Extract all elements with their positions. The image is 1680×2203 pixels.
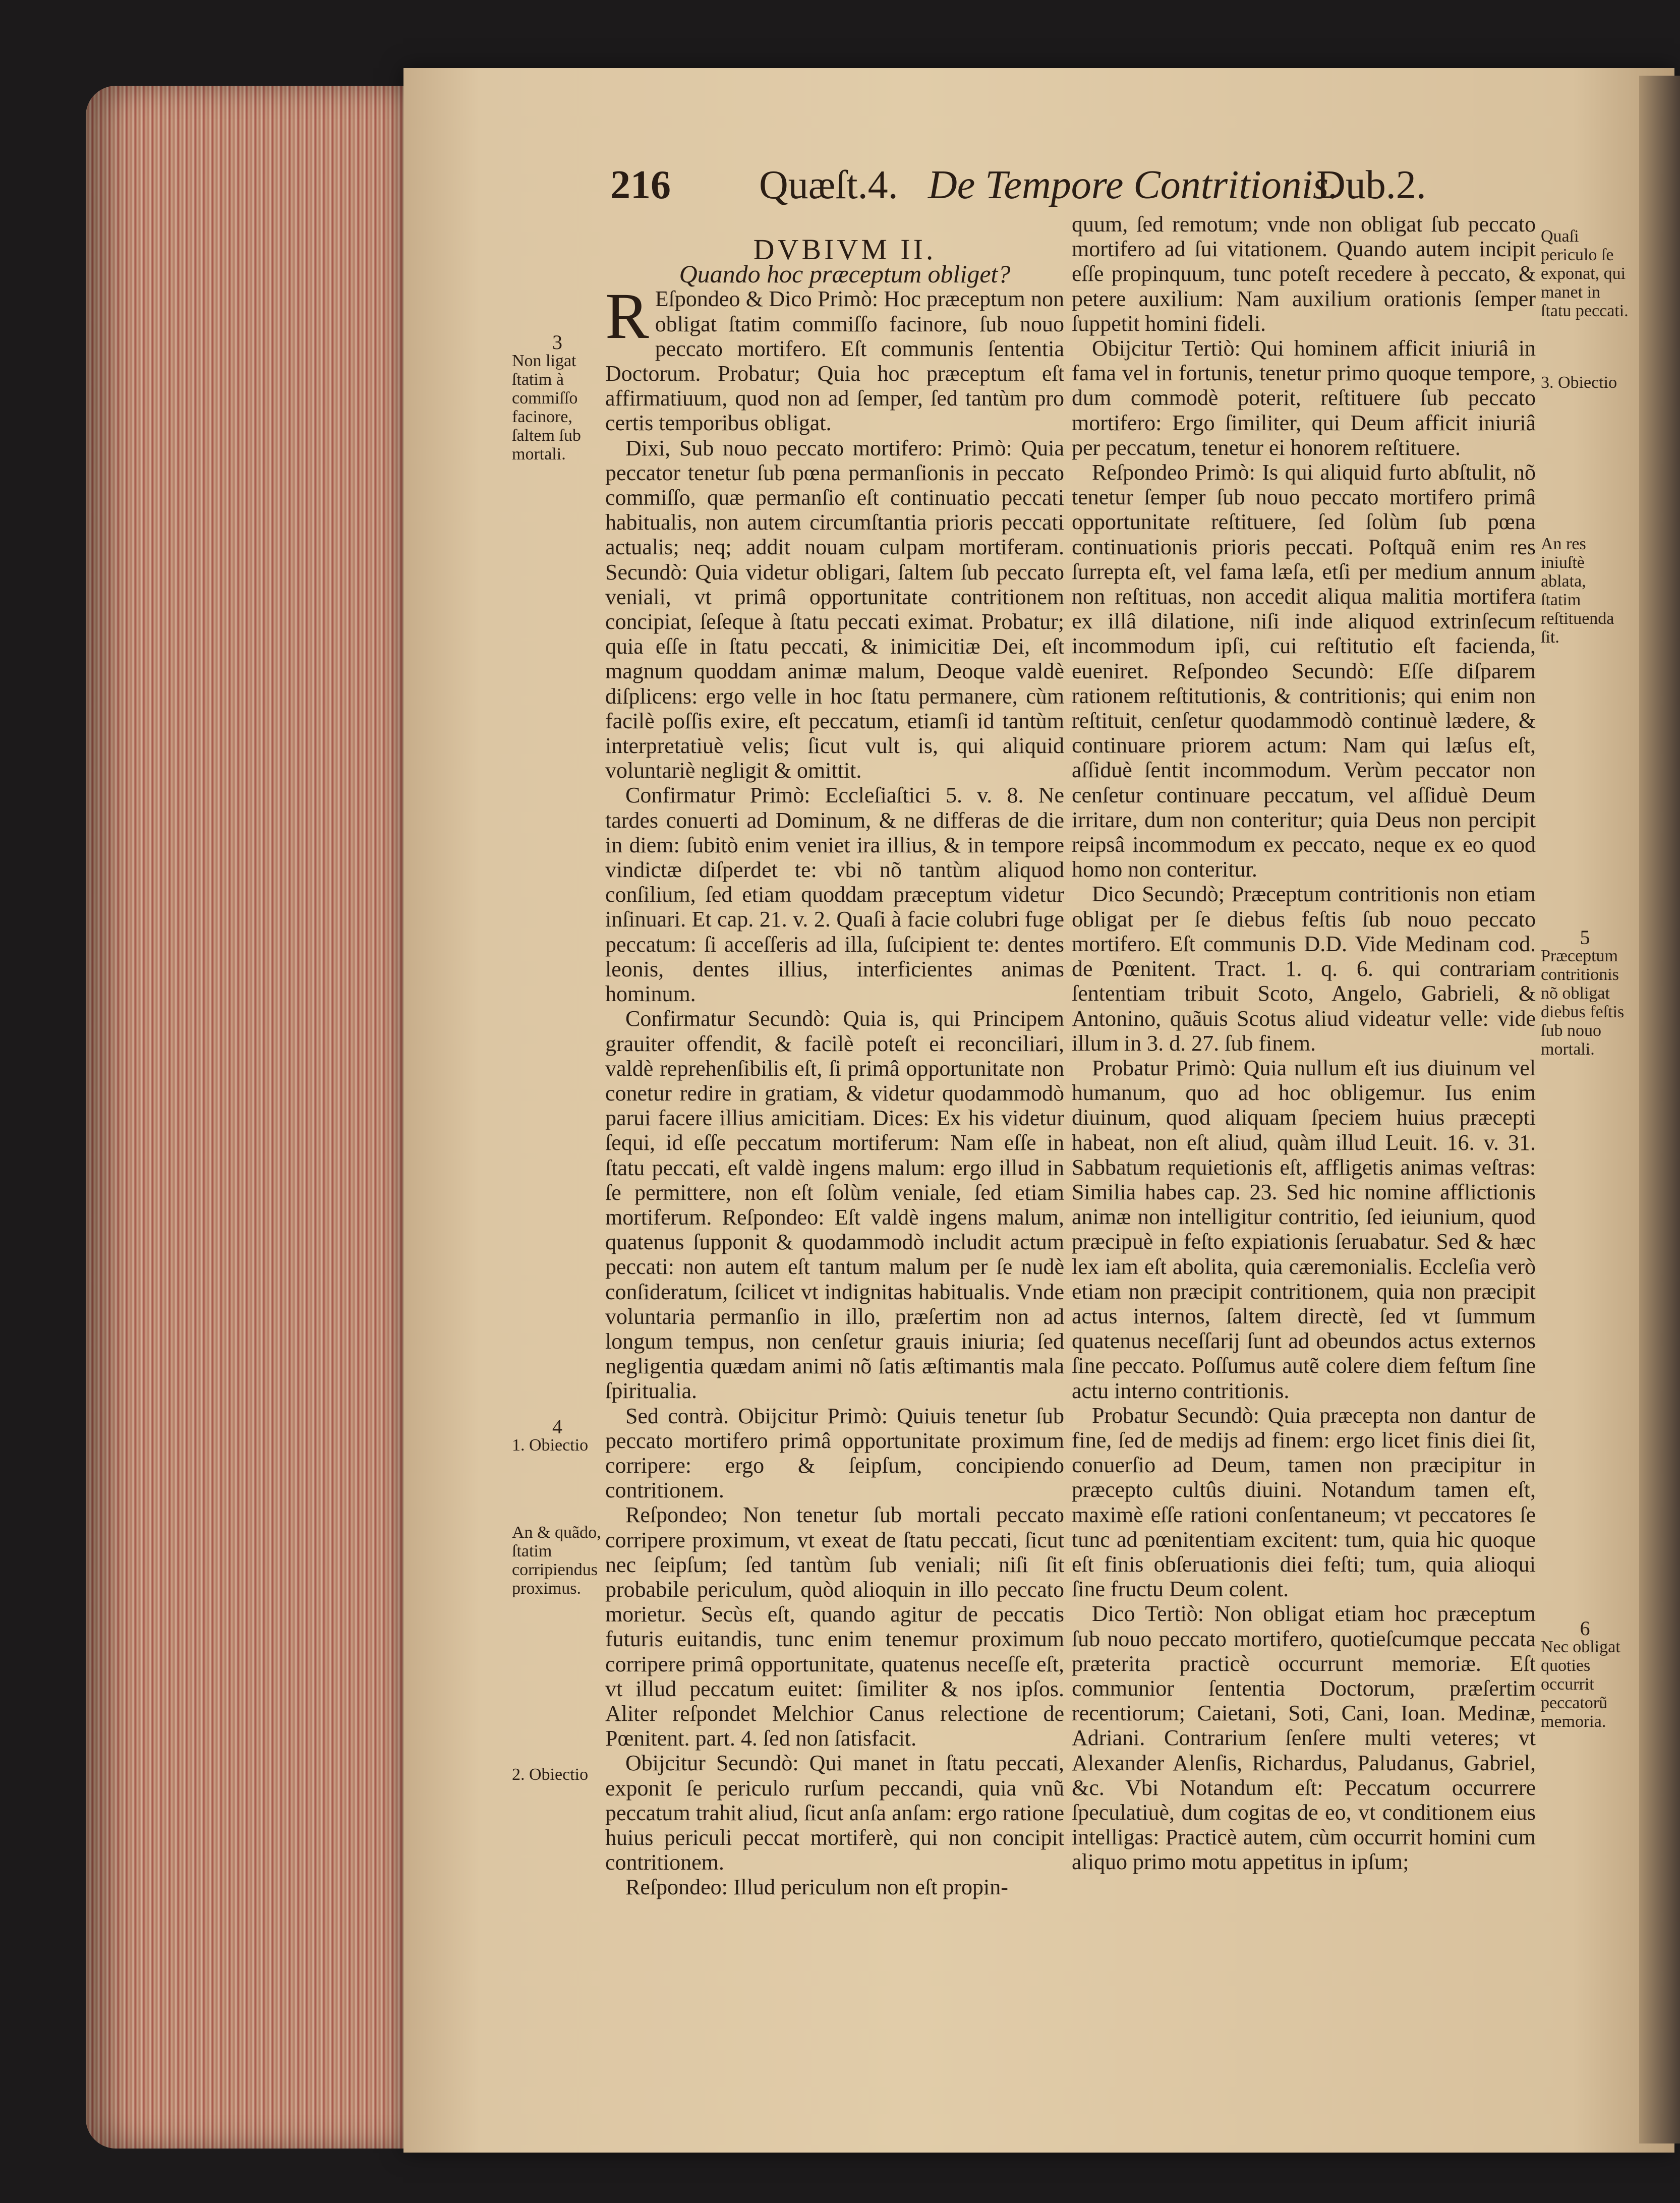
dubium-heading: DVBIVM II. — [753, 233, 937, 266]
margin-note-text: 2. Obiectio — [512, 1765, 589, 1784]
right-margin-note — [1541, 928, 1629, 1059]
margin-number: 4 — [552, 1415, 562, 1438]
margin-note-text: An & quãdo, ſtatim corripiendus proximus. — [512, 1523, 601, 1598]
right-page-edge — [1639, 76, 1680, 2143]
left-margin-note — [512, 1523, 603, 1598]
page-number: 216 — [610, 163, 671, 207]
paragraph: quum, ſed remotum; vnde non obligat ſub peccato mortifero ad ſui vitationem. Quando autem incipit eſſe propinquum, tunc poteſt recedere à peccato, & petere auxilium: Nam auxilium orationis ſemper ſuppetit homini fideli. — [1072, 212, 1536, 336]
margin-note-text: An res iniuſtè ablata, ſtatim reſtituenda ſit. — [1541, 535, 1614, 647]
left-text-column — [605, 233, 1064, 1900]
left-margin-note — [512, 1417, 603, 1455]
book-page-edges — [86, 86, 414, 2149]
drop-cap: R — [605, 280, 649, 353]
paragraph: Confirmatur Primò: Eccleſiaſtici 5. v. 8. Ne tardes conuerti ad Dominum, & ne differas de die in diem: ſubitò enim veniet ira illius, & in tempore vindictæ diſperdet te: vbi nõ tantùm aliquod conſilium, ſed etiam quoddam præceptum videtur inſinuari. Et cap. 21. v. 2. Quaſi à facie colubri fuge peccatum: ſi acceſſeris ad illa, ſuſcipient te: dentes leonis, dentes illius, interficientes animas hominum. — [605, 783, 1064, 1007]
margin-note-text: Quaſi periculo ſe exponat, qui manet in ſtatu peccati. — [1541, 227, 1629, 320]
margin-note-text: 3. Obiectio — [1541, 373, 1617, 392]
margin-note-text: Nec obligat quoties occurrit peccatorũ memoria. — [1541, 1638, 1620, 1731]
paragraph: Obijcitur Secundò: Qui manet in ſtatu peccati, exponit ſe periculo rurſum peccandi, quia vnũ peccatum trahit aliud, ſicut anſa anſam: ergo ratione huius periculi peccat mortiferè, qui non concipit contritionem. — [605, 1751, 1064, 1875]
paragraph: Sed contrà. Obijcitur Primò: Quiuis tenetur ſub peccato mortifero primâ opportunitate proximum corripere: ergo & ſeipſum, concipiendo contritionem. — [605, 1403, 1064, 1503]
margin-number: 5 — [1580, 926, 1590, 949]
paragraph: Probatur Secundò: Quia præcepta non dantur de fine, ſed de medijs ad finem: ergo licet finis diei ſit, conuerſio ad Deum, tamen non præcipitur in præcepto cultûs diuini. Notandum tamen eſt, maximè eſſe rationi conſentaneum; vt peccatores ſe tunc ad pœnitentiam excitent: tum, quia hic quoque eſt finis obſeruationis diei feſti; tum, quia alioqui ſine fructu Deum colent. — [1072, 1403, 1536, 1602]
paragraph: Reſpondeo Primò: Is qui aliquid furto abſtulit, nõ tenetur ſemper ſub nouo peccato mortifero primâ opportunitate reſtituere, ſed ſolùm ſub pœna continuationis prioris peccati. Poſtquã enim res ſurrepta eſt, vel fama læſa, etſi per medium annum non reſtituas, non accedit aliqua malitia mortifera ex illâ dilatione, niſi inde aliquod extrinſecum incommodum ipſi, cui reſtitutio eſt facienda, eueniret. Reſpondeo Secundò: Eſſe diſparem rationem reſtitutionis, & contritionis; qui enim non reſtituit, cenſetur quodammodò continuè lædere, & continuare priorem actum: Nam qui læſus eſt, aſſiduè ſentit incommodum. Verùm peccator non cenſetur continuare peccatum, vel aſſiduè Deum irritare, dum non conteritur; quia Deus non percipit reipsâ incommodum ex peccato, neque ex eo quod homo non conteritur. — [1072, 460, 1536, 882]
right-margin-note — [1541, 1619, 1629, 1731]
paragraph — [605, 280, 1064, 436]
paragraph: Reſpondeo: Illud periculum non eſt propin- — [625, 1875, 1008, 1900]
paragraph: Probatur Primò: Quia nullum eſt ius diuinum vel humanum, quo ad hoc obligemur. Ius enim diuinum, quod aliquam ſpeciem huius præcepti habeat, non eſt aliud, quàm illud Leuit. 16. v. 31. Sabbatum requietionis eſt, affligetis animas veſtras: Similia habes cap. 23. Sed hic nomine afflictionis animæ non intelligitur contritio, ſed ieiunium, quod præcipuè in feſto expiationis ſeruabatur. Sed & hæc lex iam eſt abolita, quia cæremonialis. Eccleſia verò etiam non præcipit contritionem, quia non præcipit actus internos, ſaltem directè, ſed vt ſummum quatenus neceſſarij ſunt ad obeundos actus externos ſine peccato. Poſſumus autẽ colere diem feſtum ſine actu interno contritionis. — [1072, 1055, 1536, 1403]
right-text-column — [1072, 212, 1536, 1875]
running-dubium: Dub.2. — [1316, 163, 1426, 207]
paragraph-text: Eſpondeo & Dico Primò: Hoc præceptum non obligat ſtatim commiſſo facinore, ſub nouo peccato mortifero. Eſt communis ſententia Doctorum. Probatur; Quia hoc præceptum eſt affirmatiuum, quod non ad ſemper, ſed tantùm pro certis temporibus obligat. — [605, 286, 1064, 436]
margin-number: 3 — [552, 331, 562, 354]
paragraph: Dico Tertiò: Non obligat etiam hoc præceptum ſub nouo peccato mortifero, quotieſcumque peccata præterita practicè occurrunt memoriæ. Eſt communior ſententia Doctorum, præſertim recentiorum; Caietani, Soti, Cani, Ioan. Medinæ, Adriani. Contrarium ſenſere multi veteres; vt Alexander Alenſis, Richardus, Paludanus, Gabriel, &c. Vbi Notandum eſt: Peccatum occurrere ſpeculatiuè, dum cogitas de eo, vt conditionem eius intelligas: Practicè autem, cùm occurrit homini cum aliquo primo motu appetitus in ipſum; — [1072, 1601, 1536, 1875]
paragraph: Dico Secundò; Præceptum contritionis non etiam obligat per ſe diebus feſtis ſub nouo peccato mortifero. Eſt communis D.D. Vide Medinam cod. de Pœnitent. Tract. 1. q. 6. qui contrariam ſententiam tribuit Scoto, Angelo, Gabrieli, & Antonino, quãuis Scotus aliud videatur velle: vide illum in 3. d. 27. ſub finem. — [1072, 882, 1536, 1056]
left-margin-note — [512, 333, 603, 463]
running-quaestio: Quæſt.4. — [759, 163, 898, 207]
paragraph: Obijcitur Tertiò: Qui hominem afficit iniuriâ in fama vel in fortunis, tenetur primo quoque tempore, dum commodè poterit, reſtituere ſub peccato mortifero: Ergo ſimiliter, qui Deum afficit iniuriâ per peccatum, tenetur ei honorem reſtituere. — [1072, 336, 1536, 460]
paragraph: Dixi, Sub nouo peccato mortifero: Primò: Quia peccator tenetur ſub pœna permanſionis in peccato commiſſo, quæ permanſio eſt continuatio peccati habitualis, non autem circumſtantia prioris peccati actualis; neq; addit nouam culpam mortiferam. Secundò: Quia videtur obligari, ſaltem ſub peccato veniali, vt primâ opportunitate contritionem concipiat, ſeſeque à ſtatu peccati eximat. Probatur; quia eſſe in ſtatu peccati, & inimicitiæ Dei, eſt magnum quoddam animæ malum, Deoque valdè diſplicens: ergo velle in hoc ſtatu permanere, cùm facilè poſſis exire, eſt peccatum, etiamſi id tantùm interpretatiuè velis; ſicut vult is, qui aliquid voluntariè negligit & omittit. — [605, 435, 1064, 783]
paragraph: Confirmatur Secundò: Quia is, qui Principem grauiter offendit, & facilè poteſt ei reconciliari, valdè reprehenſibilis eſt, ſi primâ opportunitate non conetur redire in gratiam, & videtur quodammodò parui facere illius amicitiam. Dices: Ex his videtur ſequi, id eſſe peccatum mortiferum: Nam eſſe in ſtatu peccati, eſt valdè ingens malum: ergo illud in ſe permittere, non eſt ſolùm veniale, ſed etiam mortiferum. Reſpondeo: Eſt valdè ingens malum, quatenus ſupponit & quodammodò includit actum peccati: non autem eſt tantum malum per ſe nudè conſideratum, ſcilicet vt indignitas habitualis. Vnde voluntaria permanſio in illo, præſertim non ad longum tempus, non cenſetur grauis iniuria; ſed negligentia quædam animi nõ ſatis æſtimantis mala ſpiritualia. — [605, 1006, 1064, 1404]
right-margin-note — [1541, 535, 1629, 647]
left-margin-note — [512, 1765, 603, 1784]
margin-note-text: Non ligat ſtatim à commiſſo facinore, ſaltem ſub mortali. — [512, 352, 581, 463]
margin-number: 6 — [1580, 1617, 1590, 1640]
question-heading: Quando hoc præceptum obliget? — [679, 260, 1011, 288]
margin-note-text: Præceptum contritionis nõ obligat diebus feſtis ſub nouo mortali. — [1541, 947, 1625, 1059]
margin-note-text: 1. Obiectio — [512, 1436, 589, 1455]
right-margin-note — [1541, 227, 1629, 320]
right-margin-note — [1541, 373, 1629, 392]
paragraph: Reſpondeo; Non tenetur ſub mortali peccato corripere proximum, vt exeat de ſtatu peccati, ſicut nec ſeipſum; ſed tantùm ſub veniali; niſi ſit probabile periculum, quòd alioquin in illo peccato morietur. Secùs eſt, quando agitur de peccatis futuris euitandis, tunc enim tenemur proximum corripere primâ opportunitate, quatenus neceſſe eſt, vt illud peccatum euitet: ſimiliter & nos ipſos. Aliter reſpondet Melchior Canus relectione de Pœnitent. part. 4. ſed non ſatisfacit. — [605, 1502, 1064, 1751]
running-title: De Tempore Contritionis. — [928, 163, 1339, 207]
